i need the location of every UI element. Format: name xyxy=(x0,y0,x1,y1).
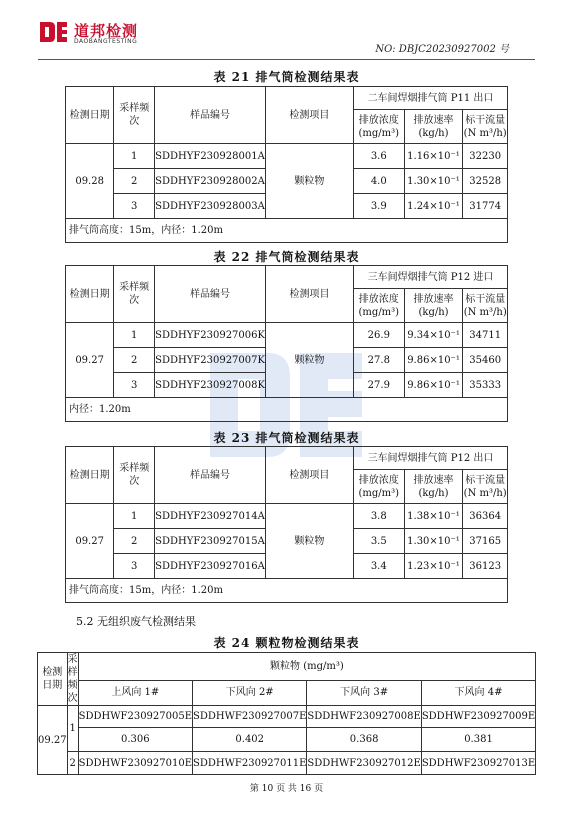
rate-cell: 1.23×10⁻¹ xyxy=(404,554,463,579)
flow-cell: 34711 xyxy=(463,323,508,348)
header-particulate: 颗粒物 (mg/m³) xyxy=(78,653,536,681)
header-direction: 上风向 1# xyxy=(78,680,192,705)
date-cell: 09.27 xyxy=(66,504,114,579)
flow-cell: 32528 xyxy=(463,169,508,194)
header-concentration: 排放浓度 (mg/m³) xyxy=(353,110,404,144)
value-cell: 0.306 xyxy=(78,728,192,752)
header-item: 检测项目 xyxy=(265,447,353,504)
header-direction: 下风向 4# xyxy=(421,680,535,705)
value-cell: 0.381 xyxy=(421,728,535,752)
header-flow: 标干流量 (N m³/h) xyxy=(463,470,508,504)
header-date: 检测日期 xyxy=(38,653,68,706)
table-24 xyxy=(37,652,536,775)
freq-cell: 2 xyxy=(114,348,155,373)
header-sample-id: 样品编号 xyxy=(155,447,266,504)
table-note: 排气筒高度：15m，内径：1.20m xyxy=(66,579,508,603)
flow-cell: 35333 xyxy=(463,373,508,398)
table-24-title: 表 24 颗粒物检测结果表 xyxy=(213,636,360,650)
table-note: 排气筒高度：15m，内径：1.20m xyxy=(66,219,508,243)
logo-mark-icon xyxy=(38,19,70,45)
rate-cell: 1.24×10⁻¹ xyxy=(404,194,463,219)
header-item: 检测项目 xyxy=(265,87,353,144)
table-row xyxy=(66,323,508,348)
concentration-cell: 4.0 xyxy=(353,169,404,194)
freq-cell: 2 xyxy=(114,169,155,194)
header-sample-id: 样品编号 xyxy=(155,266,266,323)
rate-cell: 9.34×10⁻¹ xyxy=(404,323,463,348)
header-divider xyxy=(38,59,535,60)
header-concentration: 排放浓度 (mg/m³) xyxy=(353,470,404,504)
sample-id-cell: SDDHWF230927012E xyxy=(307,752,421,775)
header-date: 检测日期 xyxy=(66,447,114,504)
document-number: NO: DBJC20230927002 号 xyxy=(375,44,509,55)
concentration-cell: 3.6 xyxy=(353,144,404,169)
rate-cell: 1.30×10⁻¹ xyxy=(404,529,463,554)
flow-cell: 36123 xyxy=(463,554,508,579)
freq-cell: 1 xyxy=(114,144,155,169)
header-source: 三车间焊烟排气筒 P12 进口 xyxy=(353,266,507,289)
sample-id-cell: SDDHYF230928003A xyxy=(155,194,266,219)
date-cell: 09.27 xyxy=(38,706,68,775)
header-frequency: 采样频次 xyxy=(114,266,155,323)
sample-id-cell: SDDHWF230927009E xyxy=(421,706,535,728)
flow-cell: 35460 xyxy=(463,348,508,373)
header-flow: 标干流量 (N m³/h) xyxy=(463,289,508,323)
flow-cell: 32230 xyxy=(463,144,508,169)
sample-id-cell: SDDHYF230927008K xyxy=(155,373,266,398)
table-23 xyxy=(65,446,508,603)
item-cell: 颗粒物 xyxy=(265,323,353,398)
item-cell: 颗粒物 xyxy=(265,144,353,219)
sample-id-cell: SDDHYF230927014A xyxy=(155,504,266,529)
freq-cell: 1 xyxy=(114,323,155,348)
rate-cell: 9.86×10⁻¹ xyxy=(404,348,463,373)
rate-cell: 1.38×10⁻¹ xyxy=(404,504,463,529)
table-21-title: 表 21 排气筒检测结果表 xyxy=(213,70,360,84)
header-source: 二车间焊烟排气筒 P11 出口 xyxy=(353,87,507,110)
header-rate: 排放速率 (kg/h) xyxy=(404,110,463,144)
sample-id-cell: SDDHWF230927011E xyxy=(193,752,307,775)
table-note: 内径：1.20m xyxy=(66,398,508,422)
header-item: 检测项目 xyxy=(265,266,353,323)
header-concentration: 排放浓度 (mg/m³) xyxy=(353,289,404,323)
value-cell: 0.368 xyxy=(307,728,421,752)
sample-id-cell: SDDHYF230927007K xyxy=(155,348,266,373)
concentration-cell: 26.9 xyxy=(353,323,404,348)
table-row xyxy=(66,144,508,169)
freq-cell: 2 xyxy=(114,529,155,554)
freq-cell: 1 xyxy=(67,706,78,752)
freq-cell: 2 xyxy=(67,752,78,775)
sample-id-cell: SDDHYF230928002A xyxy=(155,169,266,194)
freq-cell: 1 xyxy=(114,504,155,529)
table-row xyxy=(38,752,536,775)
table-row xyxy=(38,728,536,752)
header-direction: 下风向 2# xyxy=(193,680,307,705)
table-22 xyxy=(65,265,508,422)
date-cell: 09.27 xyxy=(66,323,114,398)
flow-cell: 36364 xyxy=(463,504,508,529)
sample-id-cell: SDDHWF230927005E xyxy=(78,706,192,728)
sample-id-cell: SDDHYF230928001A xyxy=(155,144,266,169)
concentration-cell: 3.4 xyxy=(353,554,404,579)
header-rate: 排放速率 (kg/h) xyxy=(404,289,463,323)
rate-cell: 1.30×10⁻¹ xyxy=(404,169,463,194)
date-cell: 09.28 xyxy=(66,144,114,219)
logo-chinese-name: 道邦检测 xyxy=(74,22,139,40)
header-source: 三车间焊烟排气筒 P12 出口 xyxy=(353,447,507,470)
header-rate: 排放速率 (kg/h) xyxy=(404,470,463,504)
sample-id-cell: SDDHWF230927010E xyxy=(78,752,192,775)
section-heading: 5.2 无组织废气检测结果 xyxy=(76,615,196,628)
header-frequency: 采样频次 xyxy=(114,87,155,144)
rate-cell: 9.86×10⁻¹ xyxy=(404,373,463,398)
header-date: 检测日期 xyxy=(66,87,114,144)
item-cell: 颗粒物 xyxy=(265,504,353,579)
rate-cell: 1.16×10⁻¹ xyxy=(404,144,463,169)
sample-id-cell: SDDHWF230927013E xyxy=(421,752,535,775)
flow-cell: 31774 xyxy=(463,194,508,219)
freq-cell: 3 xyxy=(114,554,155,579)
freq-cell: 3 xyxy=(114,373,155,398)
logo-english-name: DAOBANGTESTING xyxy=(74,38,138,45)
sample-id-cell: SDDHWF230927008E xyxy=(307,706,421,728)
concentration-cell: 27.9 xyxy=(353,373,404,398)
flow-cell: 37165 xyxy=(463,529,508,554)
header-sample-id: 样品编号 xyxy=(155,87,266,144)
header-frequency: 采样频次 xyxy=(114,447,155,504)
concentration-cell: 27.8 xyxy=(353,348,404,373)
table-row xyxy=(66,504,508,529)
sample-id-cell: SDDHYF230927006K xyxy=(155,323,266,348)
concentration-cell: 3.9 xyxy=(353,194,404,219)
value-cell: 0.402 xyxy=(193,728,307,752)
freq-cell: 3 xyxy=(114,194,155,219)
table-22-title: 表 22 排气筒检测结果表 xyxy=(213,250,360,264)
concentration-cell: 3.8 xyxy=(353,504,404,529)
page-footer: 第 10 页 共 16 页 xyxy=(249,784,324,794)
header-date: 检测日期 xyxy=(66,266,114,323)
table-row xyxy=(38,706,536,728)
header-frequency: 采样频次 xyxy=(67,654,78,704)
company-logo xyxy=(38,19,158,47)
concentration-cell: 3.5 xyxy=(353,529,404,554)
table-21 xyxy=(65,86,508,243)
header-direction: 下风向 3# xyxy=(307,680,421,705)
table-23-title: 表 23 排气筒检测结果表 xyxy=(213,431,360,445)
sample-id-cell: SDDHWF230927007E xyxy=(193,706,307,728)
sample-id-cell: SDDHYF230927015A xyxy=(155,529,266,554)
sample-id-cell: SDDHYF230927016A xyxy=(155,554,266,579)
header-flow: 标干流量 (N m³/h) xyxy=(463,110,508,144)
